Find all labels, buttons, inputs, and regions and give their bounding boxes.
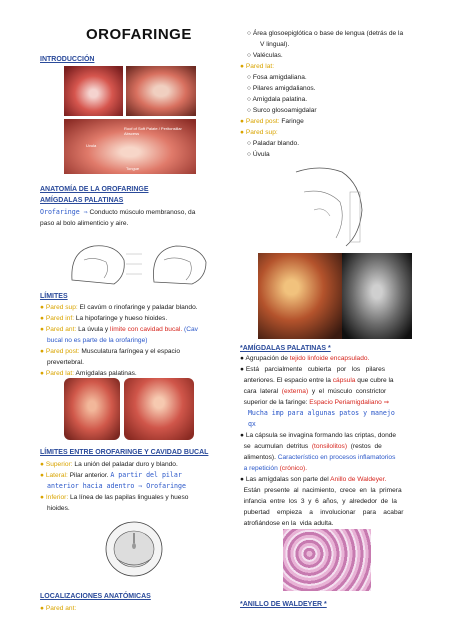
- waldeyer-heading: *ANILLO DE WALDEYER *: [240, 601, 327, 608]
- list-item-paladar: ○ Paladar blando.: [247, 140, 300, 147]
- throat-photo-1: [64, 66, 123, 116]
- amigdalas-line: ● Las amígdalas son parte del Anillo de Waldeyer.: [240, 476, 387, 483]
- head-section-drawings: [64, 240, 214, 288]
- list-item-fosa: ○ Fosa amigdaliana.: [247, 74, 307, 81]
- list-item-valeculas: ○ Valéculas.: [247, 52, 283, 59]
- anatomical-section-image: [258, 253, 342, 339]
- amigdalas-line: cara lateral (externa) y el músculo constrictor: [240, 388, 387, 395]
- amigdalas-line: atrofiándose en la vida adulta.: [240, 520, 334, 527]
- list-item-pared-post: ● Pared post: Faringe: [240, 118, 304, 125]
- amigdalas-line: ● Está parcialmente cubierta por los pilares: [240, 366, 386, 373]
- amigdalas-line: anteriores. El espacio entre la cápsula que cubre la: [240, 377, 394, 384]
- amigdalas-line: a repetición (crónico).: [240, 465, 308, 472]
- list-item-v-lingual: V lingual).: [260, 41, 290, 48]
- definition-text: Conducto músculo membranoso, da: [87, 209, 196, 216]
- limites-heading: LÍMITES: [40, 293, 68, 300]
- intro-heading: INTRODUCCIÓN: [40, 56, 95, 63]
- mri-image: [342, 253, 412, 339]
- oral-cavity-illustration-2: [124, 378, 194, 440]
- list-item-uvula: ○ Úvula: [247, 151, 270, 158]
- sagittal-sketch: [290, 162, 370, 250]
- list-item-pilares: ○ Pilares amigdalianos.: [247, 85, 316, 92]
- list-item-glosoepiglotica: ○ Área glosoepiglótica o base de lengua (detrás de la: [247, 30, 404, 37]
- amigdalas-line: ● La cápsula se invagina formando las criptas, donde: [240, 432, 397, 439]
- amigdalas-line: Están presente al nacimiento, crece en la primera: [240, 487, 402, 494]
- page-title: OROFARINGE: [86, 26, 192, 43]
- limite-lat: ● Pared lat: Amígdalas palatinas.: [40, 370, 137, 377]
- amigdalas-text-block: [240, 353, 420, 529]
- throat-photo-2: [126, 66, 196, 116]
- amigdalas-line: superior de la faringe: Espacio Periamigdaliano ⇒: [240, 399, 390, 406]
- photo-label-abscess: Roof of Soft Palate / Peritonsillar Abscess: [124, 126, 182, 136]
- limite-sup: ● Pared sup: El cavúm o rinofaringe y paladar blando.: [40, 304, 198, 311]
- localizaciones-heading: LOCALIZACIONES ANATÓMICAS: [40, 593, 151, 600]
- limite-ant: ● Pared ant: La úvula y límite con cavidad bucal. (Cav: [40, 326, 198, 333]
- amigdalas-line: alimentos). Característico en procesos inflamatorios: [240, 454, 396, 461]
- definition-term: Orofaringe ⇒: [40, 208, 88, 216]
- tissue-histology-image: [283, 529, 371, 591]
- amigdalas-line: qx: [240, 420, 256, 428]
- amigdalas-line: infancia entre los 3 y 6 años, y alrededor de la: [240, 498, 397, 505]
- limite2-lateral: ● Lateral: Pilar anterior. A partir del pilar: [40, 471, 182, 479]
- limite-post: ● Pared post: Musculatura faríngea y el espacio: [40, 348, 180, 355]
- limite-post-cont: prevertebral.: [47, 359, 85, 366]
- throat-photo-3: [64, 119, 196, 174]
- limite-ant-note: bucal no es parte de la orofaringe): [47, 337, 148, 344]
- amigdalas-line: ● Agrupación de tejido linfoide encapsulado.: [240, 355, 370, 362]
- amigdalas-line: pubertad empieza a involucionar para acabar: [240, 509, 404, 516]
- limite2-lateral-cont: anterior hacia adentro ⇒ Orofaringe: [47, 482, 186, 490]
- anatomy-heading: ANATOMÍA DE LA OROFARINGE: [40, 186, 149, 193]
- amigdalas-line: se acumulan detritus (tonsilolitos) (restos de: [240, 443, 382, 450]
- list-item-amigdala: ○ Amígdala palatina.: [247, 96, 308, 103]
- limite2-superior: ● Superior: La unión del paladar duro y blando.: [40, 461, 178, 468]
- localizacion-pared-ant: ● Pared ant:: [40, 605, 77, 612]
- list-item-pared-sup: ● Pared sup:: [240, 129, 278, 136]
- photo-label-uvula: Uvula: [86, 143, 97, 148]
- open-mouth-drawing: [103, 519, 165, 579]
- photo-label-tongue: Tongue: [126, 166, 140, 171]
- amigdalas-line: Mucha imp para algunas patos y manejo: [240, 409, 395, 417]
- limite-inf: ● Pared inf: La hipofaringe y hueso hioides.: [40, 315, 168, 322]
- limites2-heading: LÍMITES ENTRE OROFARINGE Y CAVIDAD BUCAL: [40, 449, 209, 456]
- amigdalas-palatinas-heading: *AMÍGDALAS PALATINAS *: [240, 345, 331, 352]
- list-item-pared-lat: ● Pared lat:: [240, 63, 275, 70]
- list-item-surco: ○ Surco glosoamigdalar: [247, 107, 317, 114]
- definition-line-2: paso al bolo alimenticio y aire.: [40, 220, 129, 227]
- amigdalas-heading: AMÍGDALAS PALATINAS: [40, 197, 124, 204]
- limite2-inferior-cont: hioides.: [47, 505, 70, 512]
- definition-line-1: [40, 207, 230, 218]
- limite2-inferior: ● Inferior: La línea de las papilas linguales y hueso: [40, 494, 189, 501]
- oral-cavity-illustration-1: [64, 378, 120, 440]
